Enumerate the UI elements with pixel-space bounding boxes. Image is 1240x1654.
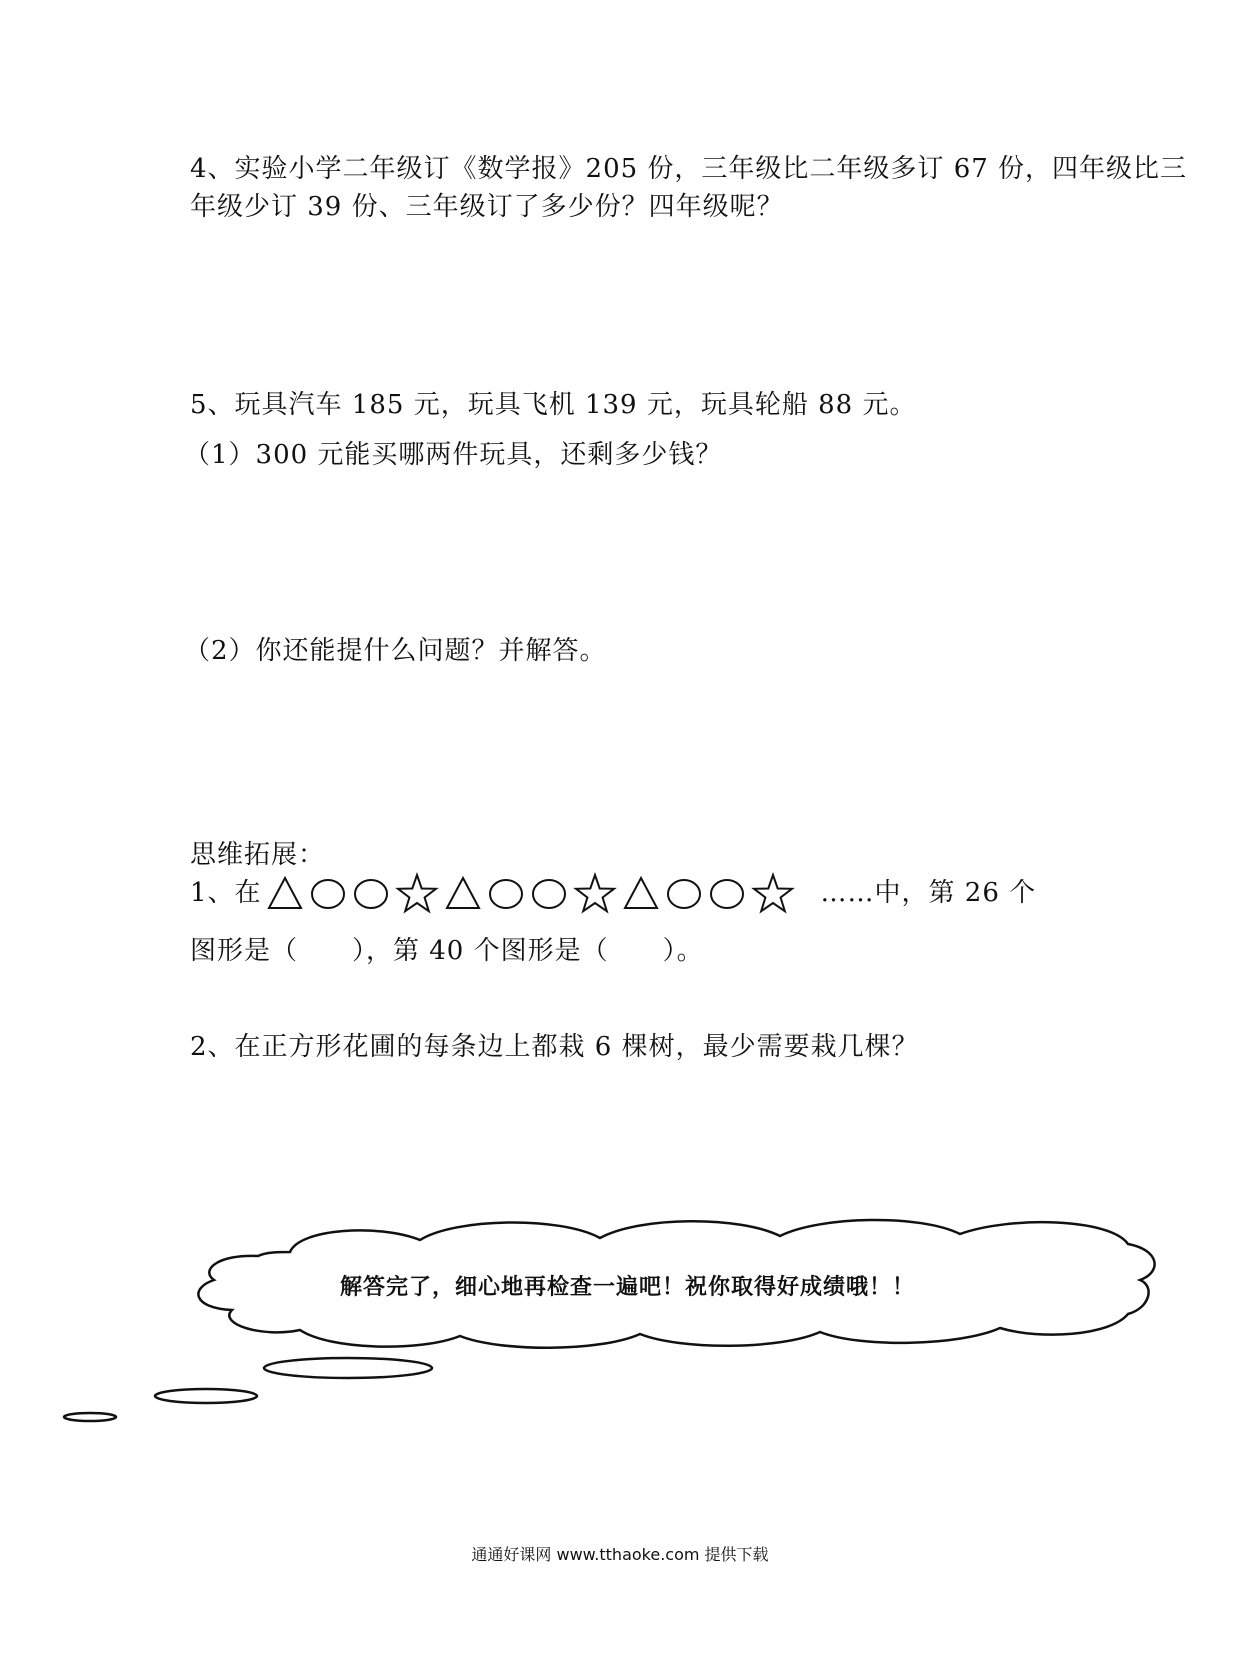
circle-icon bbox=[309, 875, 347, 911]
circle-icon bbox=[530, 875, 568, 911]
extension-question-1-row bbox=[190, 868, 1036, 918]
thought-cloud bbox=[0, 1210, 1240, 1440]
star-icon bbox=[751, 872, 795, 914]
problem-5-intro: 5、玩具汽车 185 元，玩具飞机 139 元，玩具轮船 88 元。 bbox=[190, 390, 917, 420]
shape-pattern bbox=[266, 872, 795, 914]
triangle-icon bbox=[622, 875, 660, 911]
extension-question-1-prefix: 1、在 bbox=[190, 878, 262, 908]
extension-question-2: 2、在正方形花圃的每条边上都栽 6 棵树，最少需要栽几棵？ bbox=[190, 1032, 919, 1062]
circle-icon bbox=[665, 875, 703, 911]
problem-5-question-2: （2）你还能提什么问题？并解答。 bbox=[184, 636, 607, 666]
footer-text: 通通好课网 www.tthaoke.com 提供下载 bbox=[471, 1545, 769, 1564]
problem-4-line-2: 年级少订 39 份、三年级订了多少份？四年级呢？ bbox=[190, 192, 784, 222]
problem-4-line-1: 4、实验小学二年级订《数学报》205 份，三年级比二年级多订 67 份，四年级比三 bbox=[190, 154, 1188, 184]
thought-cloud-shape bbox=[0, 1210, 1240, 1440]
star-icon bbox=[573, 872, 617, 914]
circle-icon bbox=[352, 875, 390, 911]
extension-question-1-suffix: ……中，第 26 个 bbox=[820, 878, 1037, 908]
problem-5-question-1: （1）300 元能买哪两件玩具，还剩多少钱？ bbox=[184, 440, 723, 470]
triangle-icon bbox=[266, 875, 304, 911]
extension-question-1-line-2: 图形是（ ），第 40 个图形是（ ）。 bbox=[190, 936, 704, 966]
cloud-message: 解答完了，细心地再检查一遍吧！祝你取得好成绩哦！！ bbox=[340, 1275, 916, 1300]
circle-icon bbox=[708, 875, 746, 911]
star-icon bbox=[395, 872, 439, 914]
extension-heading: 思维拓展： bbox=[190, 840, 326, 870]
circle-icon bbox=[487, 875, 525, 911]
triangle-icon bbox=[444, 875, 482, 911]
